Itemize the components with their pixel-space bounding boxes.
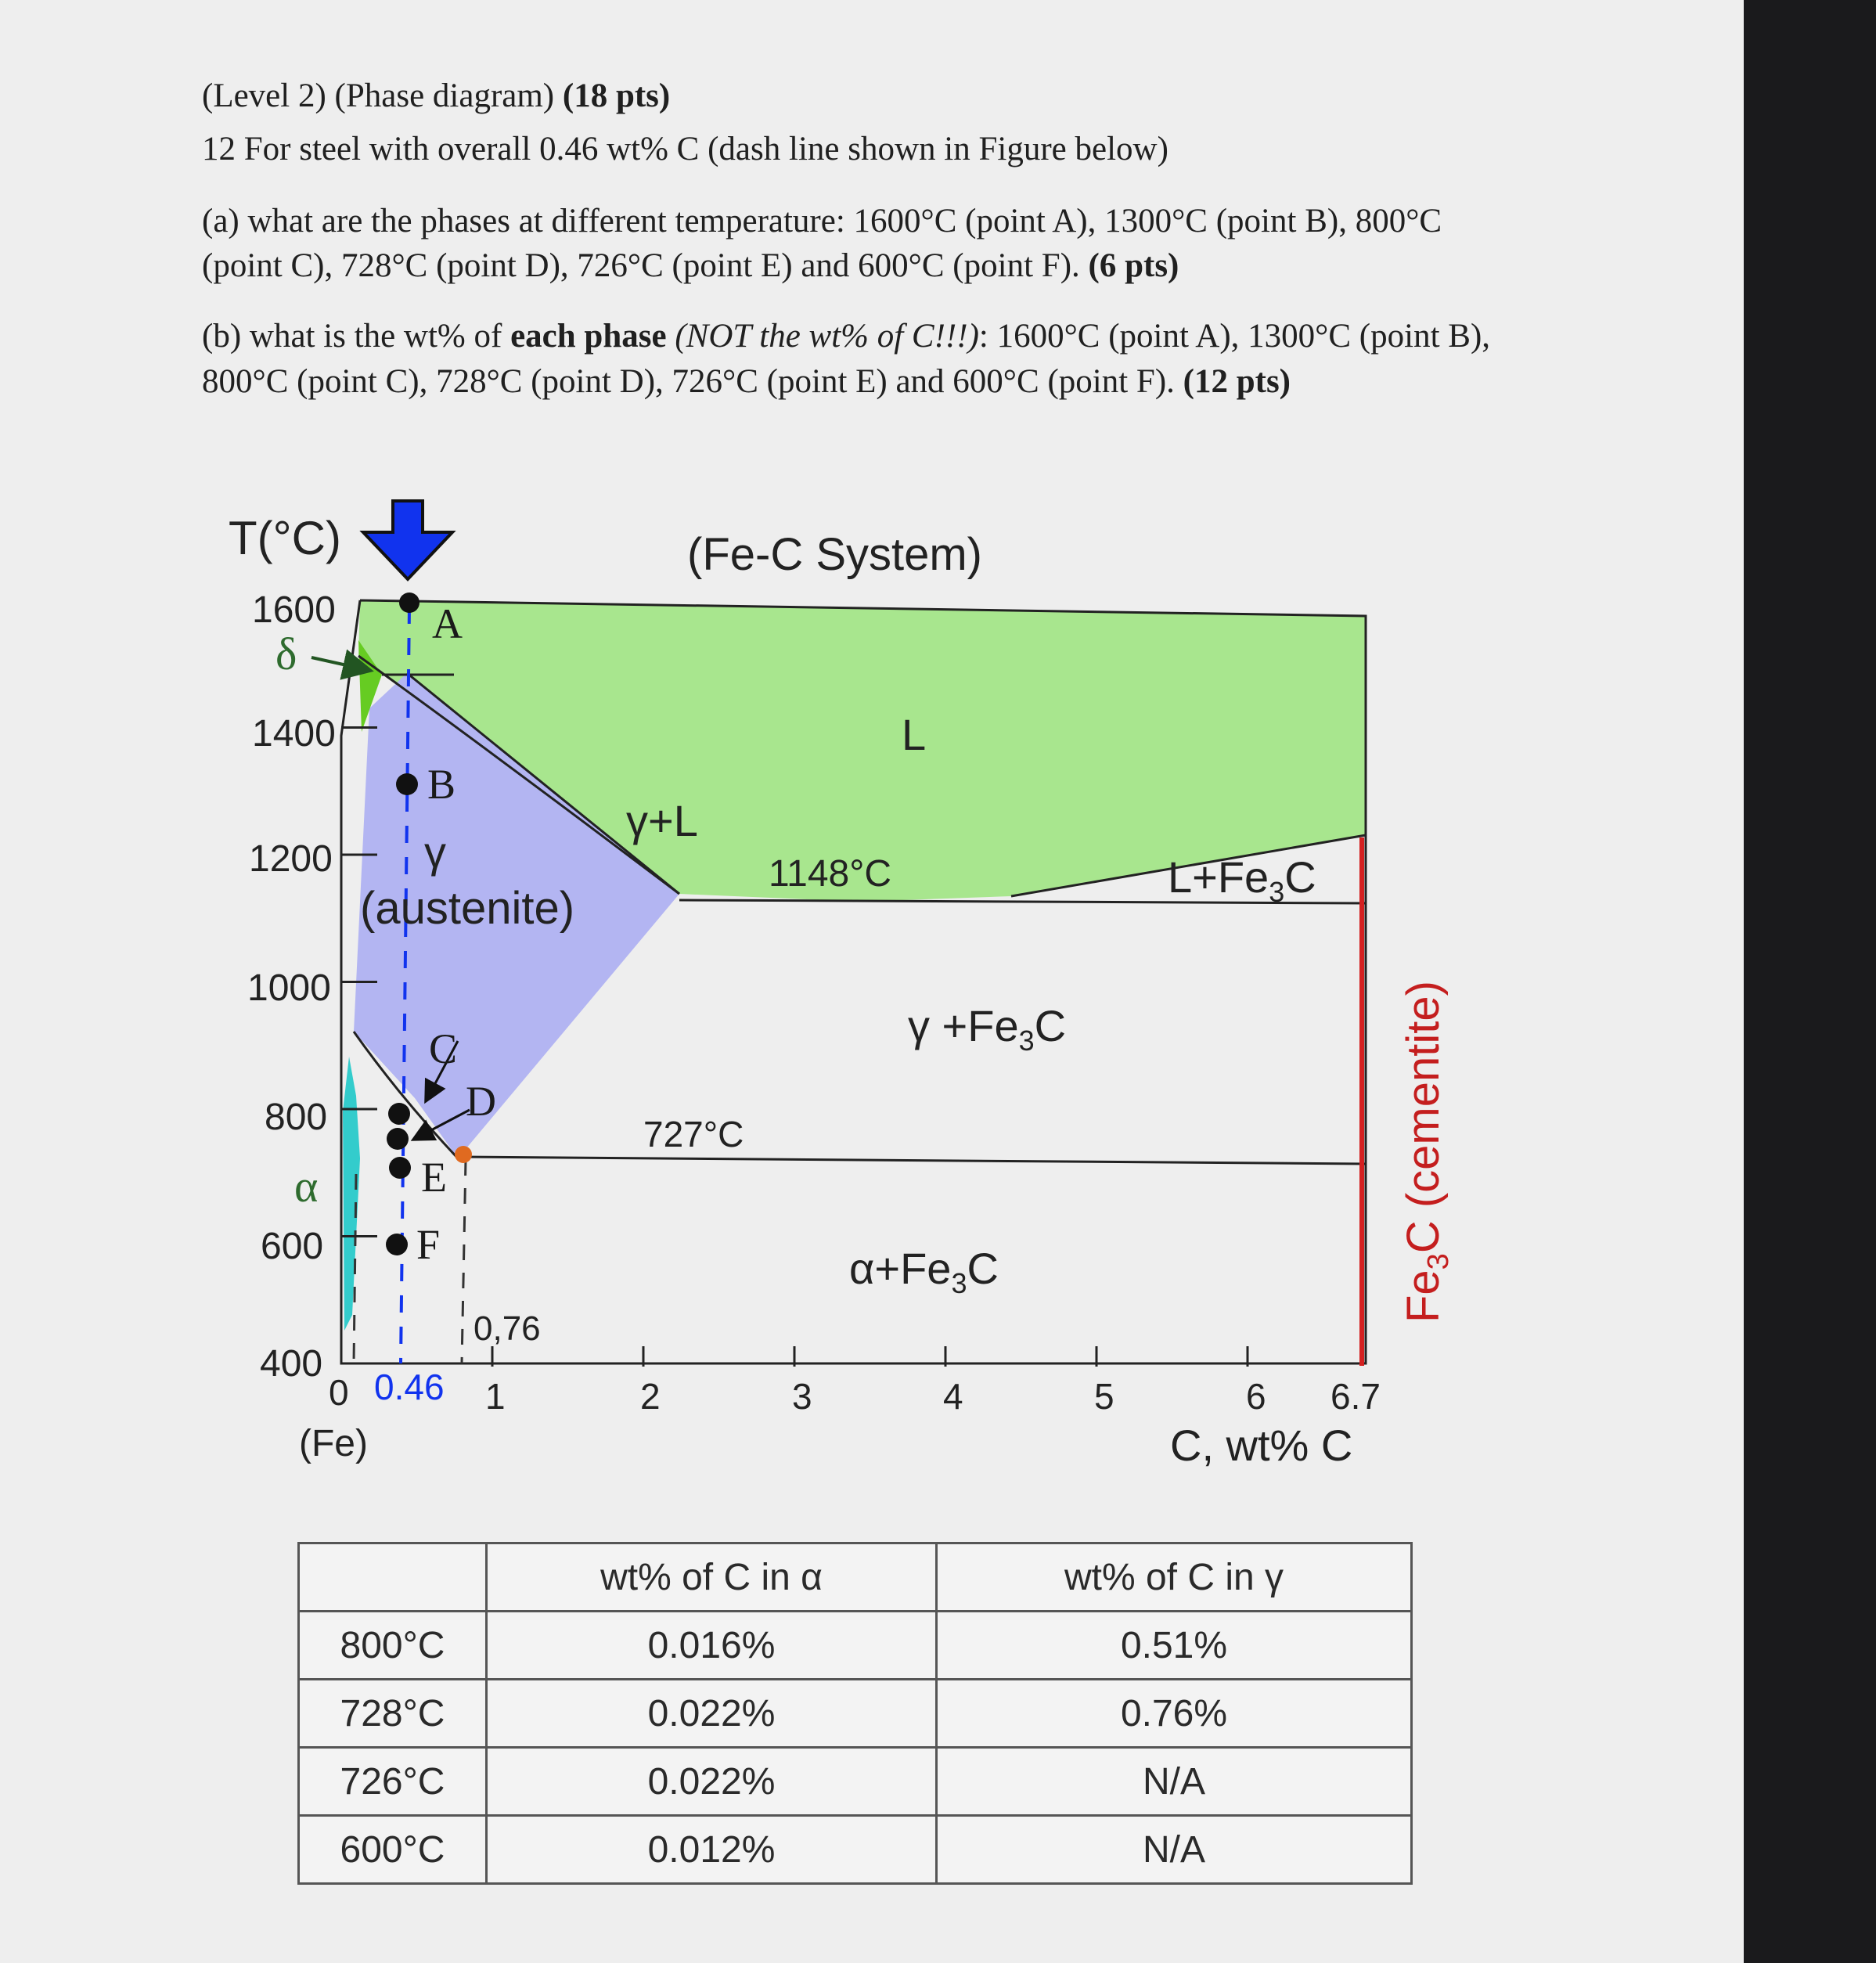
table-row (299, 1748, 1412, 1816)
table-cell: 800°C (299, 1612, 487, 1680)
x-tick-1: 1 (485, 1376, 506, 1417)
point-c-marker (388, 1103, 410, 1125)
table-cell: 728°C (299, 1680, 487, 1748)
point-d-marker (387, 1128, 409, 1150)
table-cell: 726°C (299, 1748, 487, 1816)
alpha-cementite-label: $\alpha+Fe_3C$ (849, 1244, 999, 1299)
x-tick-2: 2 (640, 1376, 661, 1417)
point-b-label: B (427, 761, 456, 808)
austenite-label: (austenite) (360, 883, 575, 934)
eutectic-temp-label: 1148°C (769, 853, 892, 895)
table-row (299, 1680, 1412, 1748)
y-tick-1200: 1200 (249, 838, 333, 880)
alpha-region (343, 1057, 360, 1331)
x-tick-0-46: 0.46 (374, 1367, 445, 1407)
point-e-marker (389, 1157, 411, 1179)
table-header-cell: wt% of C in γ (937, 1543, 1412, 1612)
chart-title: (Fe-C System) (687, 529, 982, 580)
liquid-label: L (902, 710, 927, 759)
alpha-label: α (294, 1161, 319, 1212)
y-tick-1400: 1400 (252, 713, 336, 755)
question-header: (Level 2) (Phase diagram) (18 pts) (202, 77, 671, 114)
y-tick-1000: 1000 (247, 967, 331, 1009)
question-stem: 12 For steel with overall 0.46 wt% C (dash line shown in Figure below) (202, 131, 1168, 167)
point-f-marker (386, 1234, 408, 1255)
table-header-cell (299, 1543, 487, 1612)
table-cell: 0.016% (487, 1612, 937, 1680)
liquid-cementite-label: $L+Fe_3C$ (1168, 852, 1316, 908)
point-c-label: C (429, 1025, 458, 1072)
eutectoid-point-marker (455, 1146, 472, 1163)
point-a-label: A (432, 600, 463, 647)
cementite-label: $Fe_3C$ (cementite) (1398, 981, 1455, 1323)
x-tick-6-7: 6.7 (1330, 1376, 1381, 1417)
x-tick-0: 0 (329, 1372, 349, 1413)
composition-table (297, 1542, 1413, 1885)
x-tick-6: 6 (1246, 1376, 1266, 1417)
table-cell: N/A (937, 1748, 1412, 1816)
table-cell: 0.022% (487, 1680, 937, 1748)
point-e-label: E (421, 1154, 447, 1201)
gamma-liquid-label: γ+L (626, 796, 698, 845)
x-tick-4: 4 (943, 1376, 963, 1417)
table-header-row (299, 1543, 1412, 1612)
table-header-cell: wt% of C in α (487, 1543, 937, 1612)
y-tick-800: 800 (265, 1097, 328, 1138)
down-arrow-icon (363, 501, 452, 579)
eutectoid-temp-label: 727°C (643, 1114, 744, 1154)
x-axis-label: C, wt% C (1170, 1421, 1353, 1470)
y-tick-600: 600 (261, 1226, 324, 1267)
gamma-label: γ (424, 827, 446, 877)
x-tick-5: 5 (1094, 1376, 1114, 1417)
part-a-line1: (a) what are the phases at different temperature: 1600°C (point A), 1300°C (point B), 800°C (202, 203, 1442, 240)
x-tick-3: 3 (792, 1376, 812, 1417)
point-f-label: F (416, 1221, 441, 1268)
point-b-marker (396, 773, 418, 795)
table-cell: 0.51% (937, 1612, 1412, 1680)
x-origin-label: (Fe) (299, 1423, 368, 1464)
eutectoid-composition-label: 0,76 (474, 1309, 541, 1348)
y-tick-1600: 1600 (252, 589, 336, 631)
table-cell: 0.012% (487, 1816, 937, 1884)
point-d-label: D (466, 1078, 496, 1125)
y-tick-400: 400 (260, 1343, 323, 1385)
table-cell: 0.022% (487, 1748, 937, 1816)
table-row (299, 1816, 1412, 1884)
part-b-line2: 800°C (point C), 728°C (point D), 726°C (point E) and 600°C (point F). (12 pts) (202, 363, 1291, 400)
y-axis-label: T(°C) (229, 512, 341, 564)
table-cell: N/A (937, 1816, 1412, 1884)
header-points: (18 pts) (562, 77, 671, 114)
part-b-line1: (b) what is the wt% of each phase (NOT the wt% of C!!!): 1600°C (point A), 1300°C (point B), (202, 318, 1491, 355)
eutectoid-dash-line (462, 1160, 466, 1363)
table-cell: 600°C (299, 1816, 487, 1884)
eutectoid-isotherm (458, 1157, 1366, 1164)
point-a-marker (399, 593, 419, 613)
table-row (299, 1612, 1412, 1680)
delta-label: δ (275, 629, 297, 679)
part-a-line2: (point C), 728°C (point D), 726°C (point E) and 600°C (point F). (6 pts) (202, 247, 1179, 284)
gamma-cementite-label: $\gamma +Fe_3C$ (908, 1001, 1067, 1057)
table-cell: 0.76% (937, 1680, 1412, 1748)
